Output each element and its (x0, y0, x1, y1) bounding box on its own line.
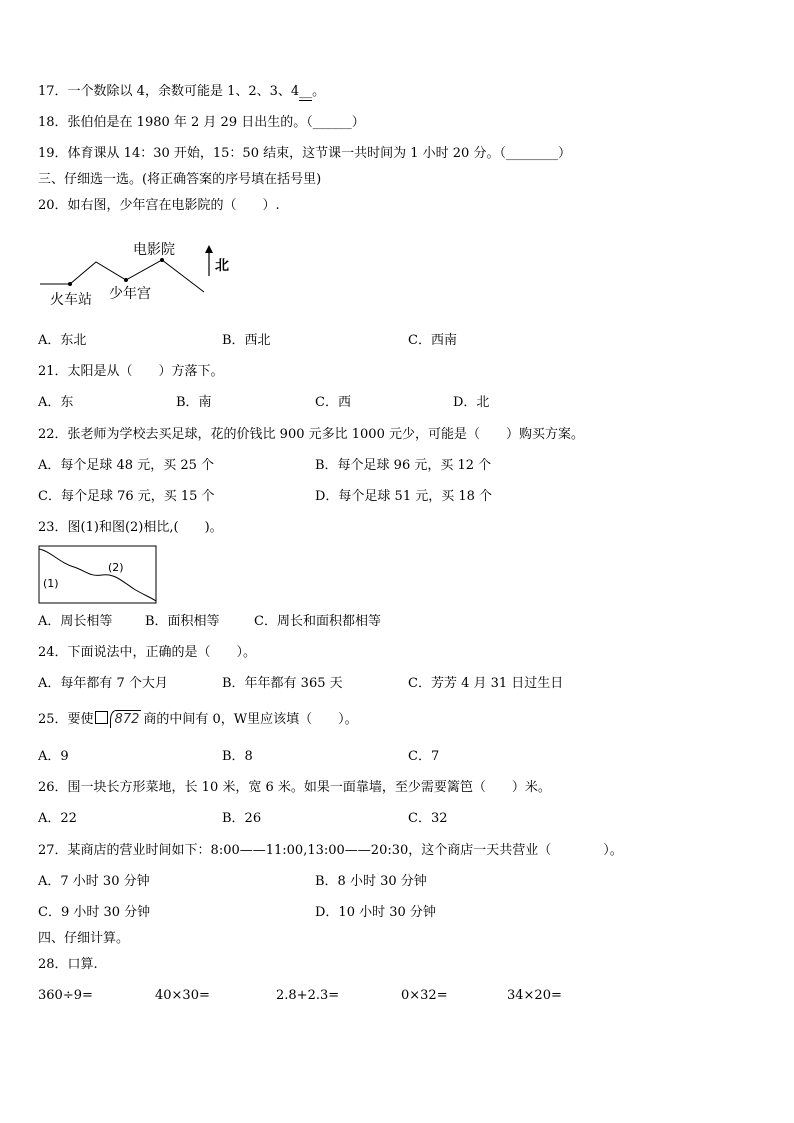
q25-option-a[interactable]: A．9 (38, 749, 69, 764)
question-22: 22．张老师为学校去买足球，花的价钱比 900 元多比 1000 元少，可能是（ ）购买方案。 (38, 427, 584, 442)
north-arrow-head (205, 245, 213, 253)
question-24: 24．下面说法中，正确的是（ ）。 (38, 645, 257, 660)
question-25-suffix: 商的中间有 0，W里应该填（ ）。 (143, 712, 358, 727)
label-north: 北 (215, 258, 229, 274)
q20-option-c[interactable]: C．西南 (408, 333, 457, 348)
question-18 (38, 115, 365, 131)
question-21: 21．太阳是从（ ）方落下。 (38, 364, 224, 379)
rectangle-split-figure (38, 545, 158, 605)
q26-option-b[interactable]: B．26 (222, 811, 262, 826)
q21-option-c[interactable]: C．西 (315, 395, 351, 410)
question-25-prefix: 25．要使 (38, 712, 94, 727)
question-20: 20．如右图，少年宫在电影院的（ ）. (38, 198, 280, 213)
section-3-heading: 三、仔细选一选。(将正确答案的序号填在括号里) (38, 172, 322, 187)
q23-option-a[interactable]: A．周长相等 (38, 614, 113, 629)
question-18-paren: （______） (306, 115, 365, 130)
figure-dividing-curve (39, 549, 156, 601)
q25-option-c[interactable]: C．7 (408, 749, 440, 764)
calc-item-1: 360÷9= (38, 988, 93, 1003)
q27-option-d[interactable]: D．10 小时 30 分钟 (315, 905, 436, 920)
question-19-text: 19．体育课从 14：30 开始，15：50 结束，这节课一共时间为 1 小时 20 分。 (38, 146, 500, 161)
q21-option-a[interactable]: A．东 (38, 395, 74, 410)
question-17 (38, 84, 325, 101)
q22-option-b[interactable]: B．每个足球 96 元，买 12 个 (315, 458, 492, 473)
calc-item-5: 34×20= (507, 988, 562, 1003)
question-18-text: 18．张伯伯是在 1980 年 2 月 29 日出生的。 (38, 115, 307, 130)
question-17-blank: __ (299, 84, 313, 99)
q22-option-c[interactable]: C．每个足球 76 元，买 15 个 (38, 489, 215, 504)
q26-option-c[interactable]: C．32 (408, 811, 448, 826)
q26-option-a[interactable]: A．22 (38, 811, 77, 826)
long-division-bracket (110, 710, 142, 728)
q22-option-a[interactable]: A．每个足球 48 元，买 25 个 (38, 458, 215, 473)
q23-option-c[interactable]: C．周长和面积都相等 (254, 614, 381, 629)
station-point (68, 282, 72, 286)
q27-option-a[interactable]: A．7 小时 30 分钟 (38, 874, 150, 889)
figure-label-2: (2) (108, 561, 124, 574)
q22-option-d[interactable]: D．每个足球 51 元，买 18 个 (315, 489, 493, 504)
question-28: 28．口算. (38, 957, 98, 972)
q25-option-b[interactable]: B．8 (222, 749, 253, 764)
dividend: 872 (114, 712, 140, 727)
direction-figure (36, 232, 246, 312)
question-17-text: 17．一个数除以 4，余数可能是 1、2、3、4 (38, 84, 300, 99)
q24-option-a[interactable]: A．每年都有 7 个大月 (38, 676, 168, 691)
q21-option-d[interactable]: D．北 (453, 395, 490, 410)
question-19-paren: （________） (499, 146, 571, 161)
q27-option-c[interactable]: C．9 小时 30 分钟 (38, 905, 151, 920)
label-palace: 少年宫 (109, 286, 151, 302)
q20-option-b[interactable]: B．西北 (222, 333, 271, 348)
q23-option-b[interactable]: B．面积相等 (145, 614, 220, 629)
figure-label-1: (1) (43, 577, 59, 590)
q24-option-c[interactable]: C．芳芳 4 月 31 日过生日 (408, 676, 564, 691)
label-station: 火车站 (50, 292, 92, 308)
cinema-point (160, 258, 164, 262)
q20-option-a[interactable]: A．东北 (38, 333, 87, 348)
calc-item-2: 40×30= (155, 988, 210, 1003)
question-25 (38, 710, 358, 730)
palace-point (124, 278, 128, 282)
q27-option-b[interactable]: B．8 小时 30 分钟 (315, 874, 427, 889)
question-23: 23．图(1)和图(2)相比,( )。 (38, 520, 223, 535)
question-26: 26．围一块长方形菜地，长 10 米，宽 6 米。如果一面靠墙，至少需要篱笆（ ）米。 (38, 780, 551, 795)
label-cinema: 电影院 (133, 242, 175, 258)
calc-item-4: 0×32= (401, 988, 448, 1003)
figure-outer-rect (39, 546, 156, 603)
question-17-end: 。 (312, 84, 326, 99)
calc-item-3: 2.8+2.3= (276, 988, 340, 1003)
question-19 (38, 146, 571, 162)
divisor-box (95, 711, 108, 724)
q24-option-b[interactable]: B．年年都有 365 天 (222, 676, 343, 691)
question-27: 27．某商店的营业时间如下：8:00——11:00,13:00——20:30，这个商店一天共营业（ ）。 (38, 843, 623, 858)
section-4-heading: 四、仔细计算。 (38, 931, 130, 946)
q21-option-b[interactable]: B．南 (176, 395, 212, 410)
